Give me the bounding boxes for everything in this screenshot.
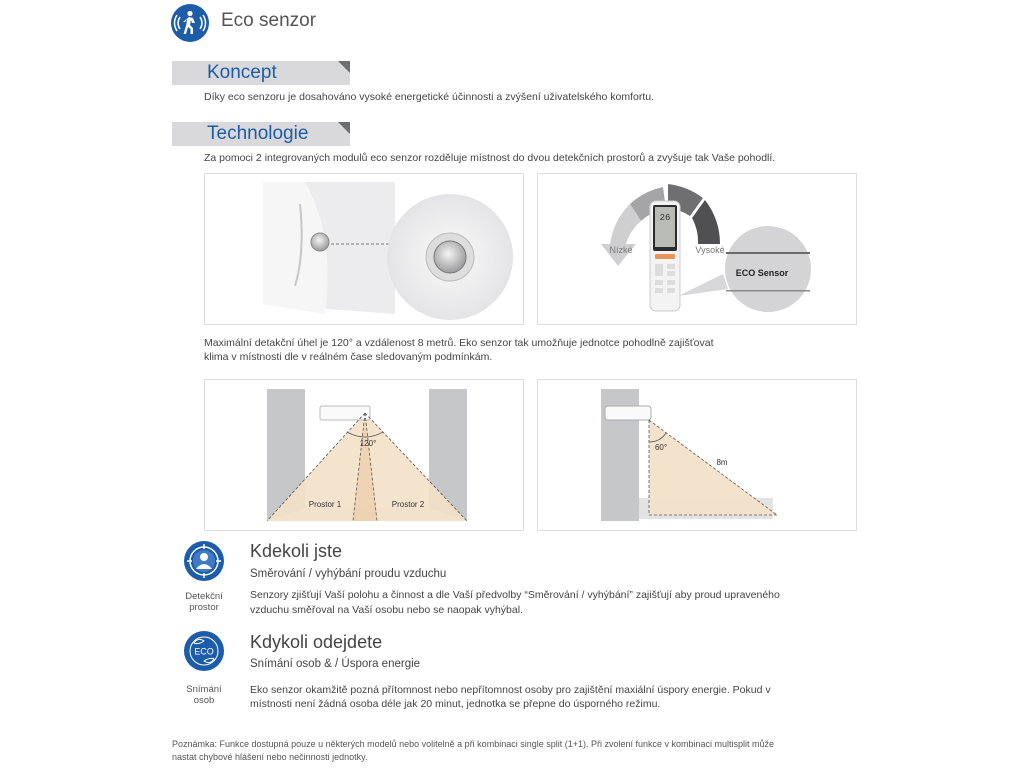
high-label: Vysoké xyxy=(695,245,725,255)
eco-sensor-label: ECO Sensor xyxy=(735,268,789,278)
front-detection-diagram xyxy=(204,379,524,531)
feature-2-text-1: Eko senzor okamžitě pozná přítomnost nebo nepřítomnost osoby pro zajištění maxiální úspory energie. Pokud v xyxy=(250,684,771,696)
zone-1-label: Prostor 1 xyxy=(308,500,342,509)
distance-label: 8m xyxy=(716,458,728,467)
detection-zone-icon xyxy=(184,541,224,581)
side-detection-diagram xyxy=(537,379,857,531)
angle-label: 120° xyxy=(359,439,377,448)
footnote-line: nastat chybové hlášení nebo nečinnosti jednotky. xyxy=(172,752,368,762)
feature-1-subtitle: Směrování / vyhýbání proudu vzduchu xyxy=(250,568,447,580)
feature-2-icon-label xyxy=(174,684,234,706)
icon-label-line: osob xyxy=(193,695,215,706)
eco-sensor-logo-icon xyxy=(171,4,209,42)
icon-label-line: Snímání xyxy=(186,684,222,695)
detection-text-1: Maximální detakční úhel je 120° a vzdálenost 8 metrů. Eko senzor tak umožňuje jednotce pohodlně zajišťovat xyxy=(204,337,714,349)
koncept-banner xyxy=(172,61,350,85)
technologie-text: Za pomoci 2 integrovaných modulů eco senzor rozděluje místnost do dvou detekčních prostorů a zvyšuje tak Vaše pohodlí. xyxy=(204,152,776,164)
low-label: Nízké xyxy=(609,245,633,255)
icon-label-line: Detekční xyxy=(185,591,223,602)
koncept-text: Díky eco senzoru je dosahováno vysoké energetické účinnosti a zvýšení uživatelského komfortu. xyxy=(204,91,654,103)
page-title: Eco senzor xyxy=(221,10,317,31)
remote-eco-sensor-image xyxy=(537,173,857,325)
feature-1-title: Kdekoli jste xyxy=(250,541,343,561)
detection-text-2: klima v místnosti dle v reálném čase sledovaným podmínkám. xyxy=(204,351,493,363)
feature-2-text-2: místnosti není žádná osoba déle jak 20 minut, jednotka se přepne do úsporného režimu. xyxy=(250,698,661,710)
feature-1-text-1: Senzory zjišťují Vaší polohu a činnost a dle Vaší předvolby “Směrování / vyhýbání” zajišťují aby proud upraveného xyxy=(250,589,780,601)
zone-2-label: Prostor 2 xyxy=(391,500,425,509)
technologie-banner xyxy=(172,122,350,146)
feature-1-icon-label xyxy=(174,591,234,613)
banner-corner xyxy=(338,61,350,73)
icon-label-line: prostor xyxy=(189,602,219,613)
side-angle-label: 60° xyxy=(654,443,668,452)
sensor-closeup-image xyxy=(204,173,524,325)
banner-corner xyxy=(338,122,350,134)
feature-2-subtitle: Snímání osob & / Úspora energie xyxy=(250,658,421,670)
eco-leaf-icon xyxy=(184,631,224,671)
feature-1-text-2: vzduchu směřoval na Vaší osobu nebo se naopak vyhýbal. xyxy=(250,604,523,616)
footnote xyxy=(172,738,774,764)
remote-display: 26 xyxy=(659,213,671,223)
technologie-heading: Technologie xyxy=(207,123,309,144)
footnote-line: Poznámka: Funkce dostupná pouze u některých modelů nebo volitelně a při kombinaci single split (1+1). Při zvolení funkce v kombinaci multisplit může xyxy=(172,739,775,749)
koncept-heading: Koncept xyxy=(207,62,277,83)
eco-icon-text: ECO xyxy=(194,646,214,657)
feature-2-title: Kdykoli odejdete xyxy=(250,632,383,652)
